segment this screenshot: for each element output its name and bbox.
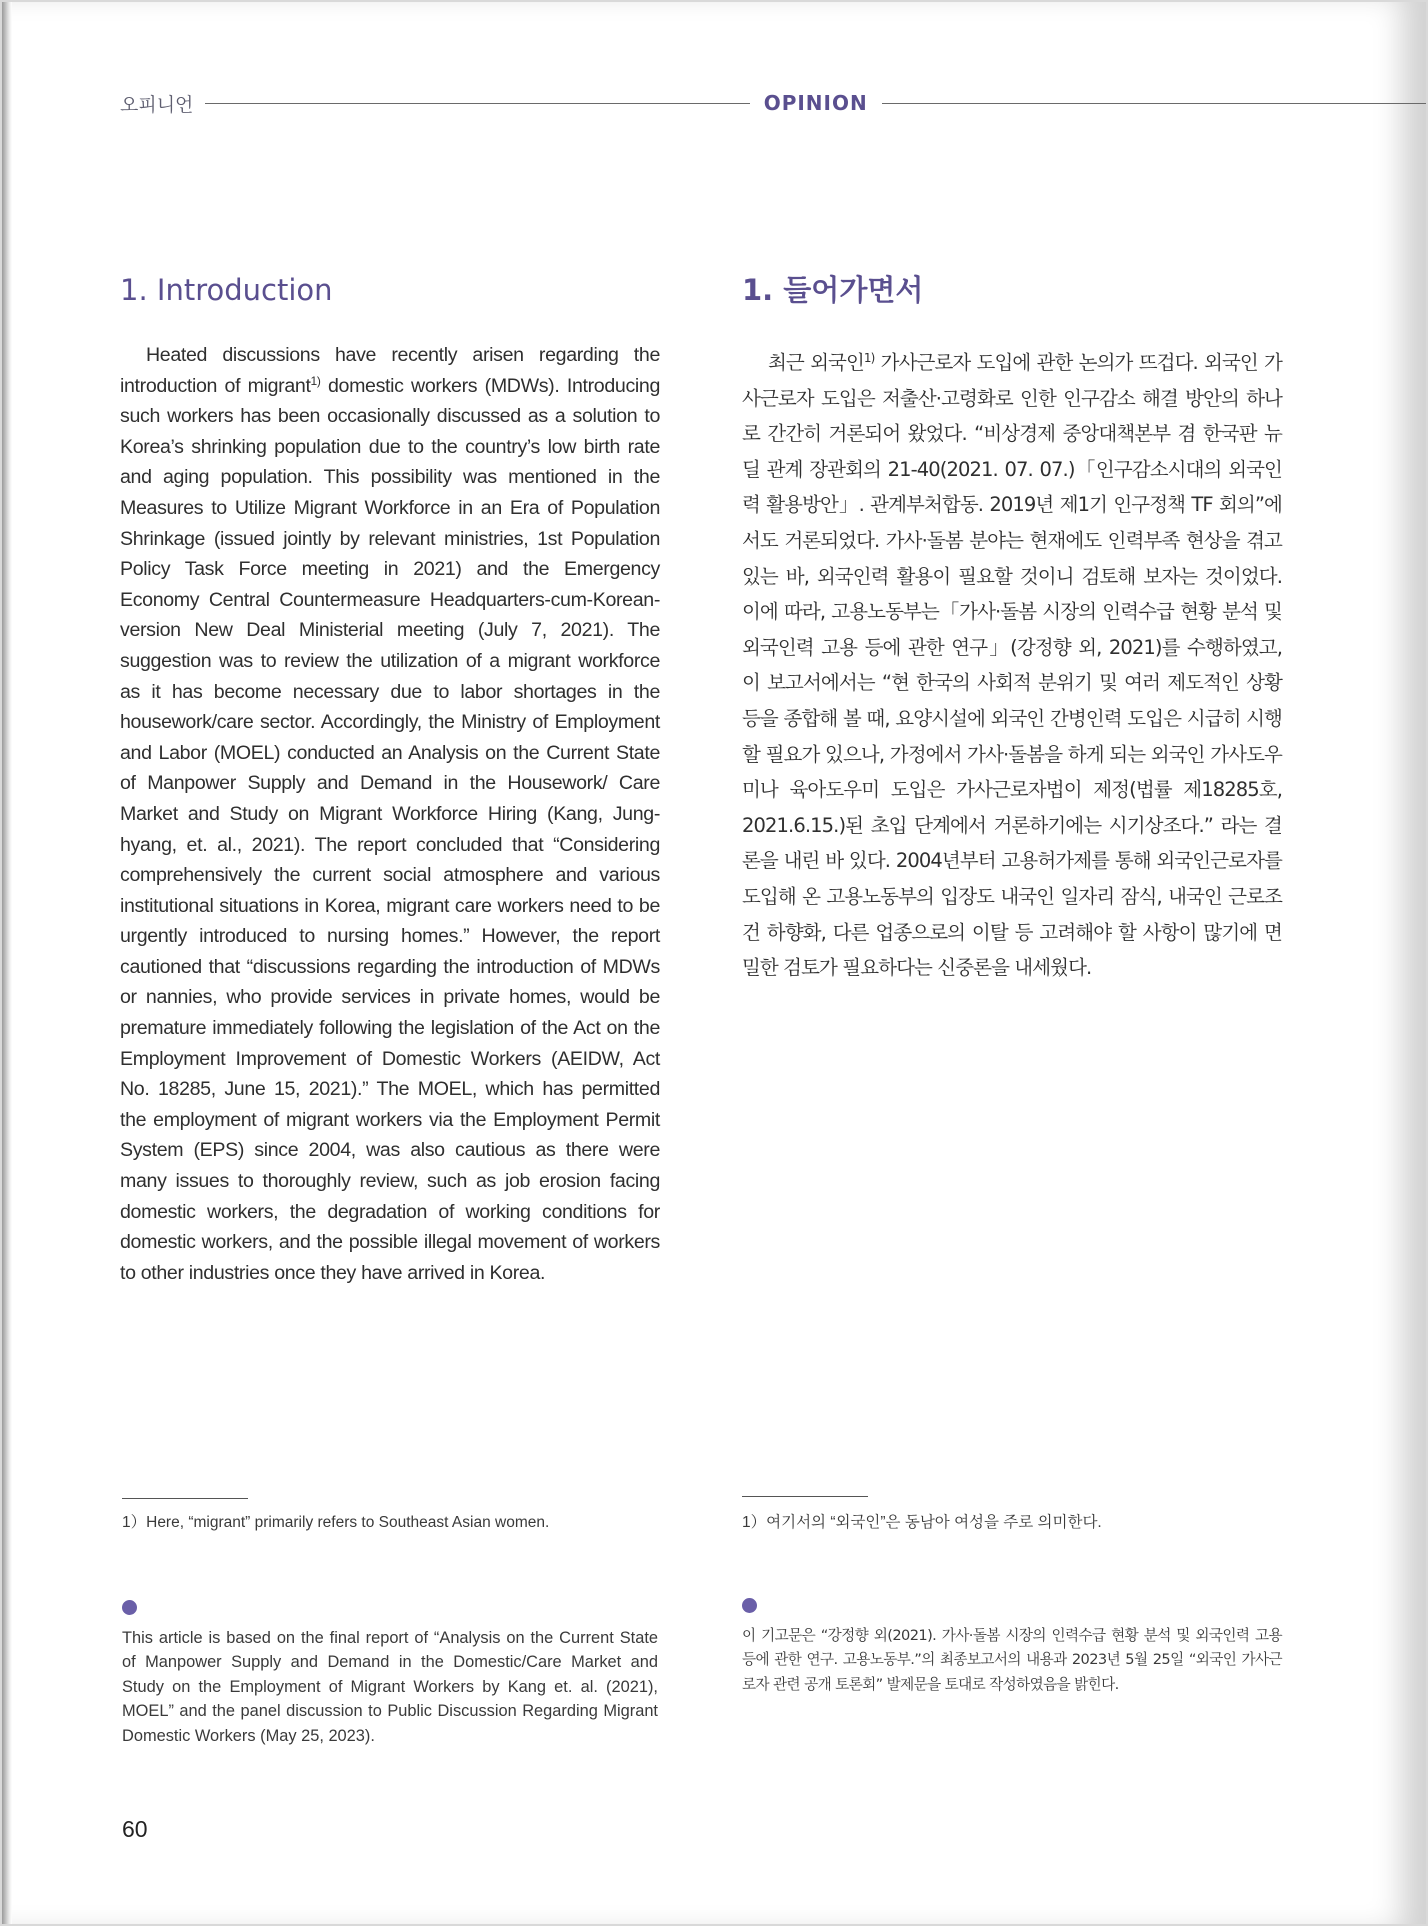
- english-heading: 1. Introduction: [120, 273, 333, 307]
- korean-body-paragraph: [742, 345, 1282, 986]
- english-body-text-rest: domestic workers (MDWs). Introducing such workers has been occasionally discussed as a solution to Korea’s shrinking population due to the country’s low birth rate and aging population. This possibility was mentioned in the Measures to Utilize Migrant Workforce in an Era of Population Shrinkage (issued jointly by relevant ministries, 1st Population Policy Task Force meeting in 2021) and the Emergency Economy Central Countermeasure Headquarters-cum-Korean-version New Deal Ministerial meeting (July 7, 2021). The suggestion was to review the utilization of a migrant workforce as it has become necessary due to labor shortages in the housework/care sector. Accordingly, the Ministry of Employment and Labor (MOEL) conducted an Analysis on the Current State of Manpower Supply and Demand in the Housework/ Care Market and Study on Migrant Workforce Hiring (Kang, Jung-hyang, et. al., 2021). The report concluded that “Considering comprehensively the current social atmosphere and various institutional situations in Korea, migrant care workers need to be urgently introduced to nursing homes.” However, the report cautioned that “discussions regarding the introduction of MDWs or nannies, who provide services in private homes, would be premature immediately following the legislation of the Act on the Employment Improvement of Domestic Workers (AEIDW, Act No. 18285, June 15, 2021).” The MOEL, which has permitted the employment of migrant workers via the Employment Permit System (EPS) since 2004, was also cautious as there were many issues to thoroughly review, such as job erosion facing domestic workers, the degradation of working conditions for domestic workers, and the possible illegal movement of workers to other industries once they have arrived in Korea.: [120, 374, 660, 1284]
- bullet-dot-icon: [742, 1598, 757, 1613]
- korean-body-text-rest: 가사근로자 도입에 관한 논의가 뜨겁다. 외국인 가사근로자 도입은 저출산·고령화로 인한 인구감소 해결 방안의 하나로 간간히 거론되어 왔었다. “비상경제 중앙대책본부 겸 한국판 뉴딜 관계 장관회의 21-40(2021. 07. 07.)「인구감소시대의 외국인력 활용방안」. 관계부처합동. 2019년 제1기 인구정책 TF 회의”에서도 거론되었다. 가사·돌봄 분야는 현재에도 인력부족 현상을 겪고 있는 바, 외국인력 활용이 필요할 것이니 검토해 보자는 것이었다. 이에 따라, 고용노동부는「가사·돌봄 시장의 인력수급 현황 분석 및 외국인력 고용 등에 관한 연구」(강정향 외, 2021)를 수행하였고, 이 보고서에서는 “현 한국의 사회적 분위기 및 여러 제도적인 상황 등을 종합해 볼 때, 요양시설에 외국인 간병인력 도입은 시급히 시행할 필요가 있으나, 가정에서 가사·돌봄을 하게 되는 외국인 가사도우미나 육아도우미 도입은 가사근로자법이 제정(법률 제18285호, 2021.6.15.)된 초입 단계에서 거론하기에는 시기상조다.” 라는 결론을 내린 바 있다. 2004년부터 고용허가제를 통해 외국인근로자를 도입해 온 고용노동부의 입장도 내국인 일자리 잠식, 내국인 근로조건 하향화, 다른 업종으로의 이탈 등 고려해야 할 사항이 많기에 면밀한 검토가 필요하다는 신중론을 내세웠다.: [742, 351, 1282, 980]
- korean-body-text-start: 최근 외국인: [768, 351, 864, 374]
- bullet-dot-icon: [122, 1600, 137, 1615]
- korean-heading: 1. 들어가면서: [742, 273, 924, 307]
- english-column: [120, 268, 660, 1308]
- korean-footnote-ref[interactable]: 1): [863, 351, 875, 365]
- page-number: 60: [122, 1816, 148, 1842]
- section-label-korean: 오피니언: [120, 93, 194, 116]
- english-footnote-ref[interactable]: 1): [310, 373, 321, 388]
- english-footnote: 1）Here, “migrant” primarily refers to Southeast Asian women.: [122, 1514, 550, 1531]
- korean-footnote-divider: [742, 1496, 868, 1497]
- header-rule-left: [205, 103, 749, 104]
- korean-column: [742, 268, 1282, 1005]
- header-rule-right: [882, 103, 1426, 104]
- english-source-note: This article is based on the final report of “Analysis on the Current State of Manpower Supply and Demand in the Domestic/Care Market and Study on the Employment of Migrant Workers by Kang et. al. (2021), MOEL” and the panel discussion to Public Discussion Regarding Migrant Domestic Workers (May 25, 2023).: [122, 1629, 658, 1745]
- english-body-text-start: Heated discussions have recently arisen regarding the introduction of migrant: [120, 344, 660, 397]
- book-binding-shadow: [2, 2, 12, 1924]
- english-body-paragraph: [120, 340, 660, 1288]
- korean-footnote: 1）여기서의 “외국인”은 동남아 여성을 주로 의미한다.: [742, 1514, 1102, 1531]
- page: [2, 2, 1426, 1924]
- section-header: [120, 88, 1426, 118]
- section-label-english: OPINION: [763, 91, 868, 115]
- korean-source-note: 이 기고문은 “강정향 외(2021). 가사·돌봄 시장의 인력수급 현황 분석 및 외국인력 고용 등에 관한 연구. 고용노동부.”의 최종보고서의 내용과 2023년 5월 25일 “외국인 가사근로자 관련 공개 토론회” 발제문을 토대로 작성하였음을 밝힌다.: [742, 1627, 1282, 1693]
- english-footnote-divider: [122, 1498, 248, 1499]
